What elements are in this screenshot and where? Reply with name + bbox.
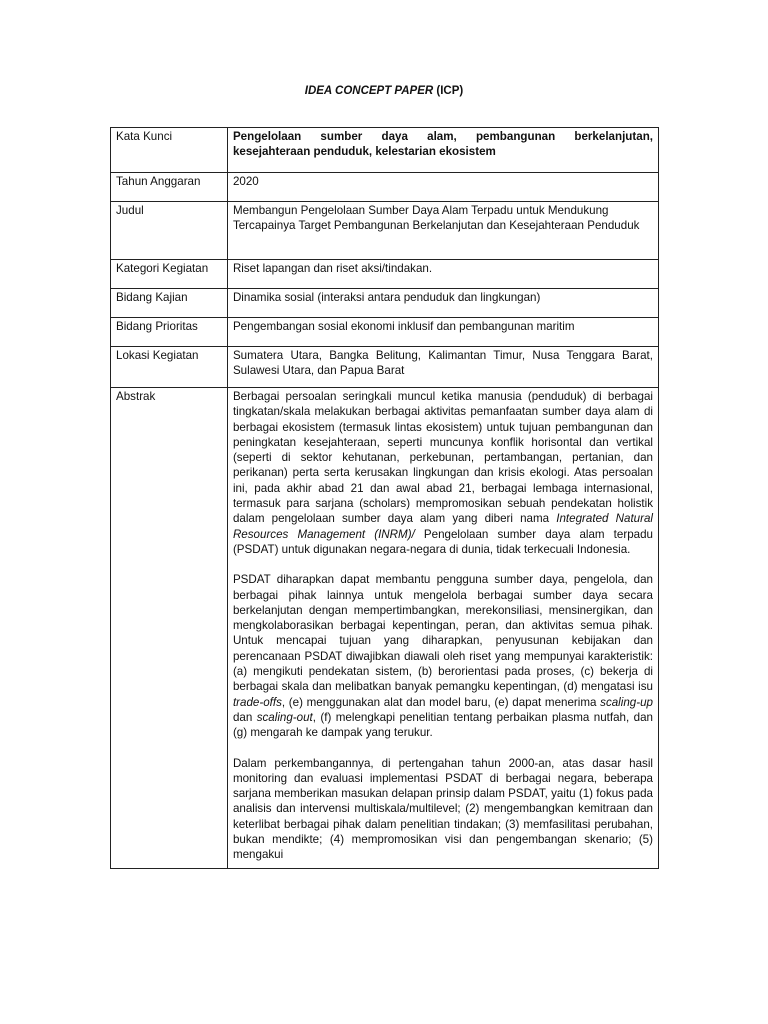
abstract-emphasis: scaling-up — [600, 695, 653, 709]
table-row — [111, 347, 659, 388]
row-value: Dinamika sosial (interaksi antara penduduk dan lingkungan) — [227, 289, 658, 318]
abstract-emphasis: trade-offs — [232, 695, 282, 709]
table-row — [111, 128, 659, 173]
row-value: Sumatera Utara, Bangka Belitung, Kalimantan Timur, Nusa Tenggara Barat, Sulawesi Utara, dan Papua Barat — [227, 347, 658, 388]
abstract-text: , (f) melengkapi penelitian tentang perbaikan plasma nutfah, dan (g) mengarah ke dampak yang terukur. — [232, 710, 653, 740]
title-suffix: (ICP) — [433, 85, 464, 97]
row-label: Abstrak — [111, 388, 228, 869]
page-title — [0, 85, 768, 97]
row-label: Tahun Anggaran — [111, 173, 228, 202]
row-label: Lokasi Kegiatan — [111, 347, 228, 388]
row-label: Kata Kunci — [111, 128, 228, 173]
row-label: Bidang Kajian — [111, 289, 228, 318]
table-row-abstract — [111, 388, 659, 869]
abstract-body — [227, 388, 658, 869]
row-value: Membangun Pengelolaan Sumber Daya Alam Terpadu untuk Mendukung Tercapainya Target Pembangunan Berkelanjutan dan Kesejahteraan Penduduk — [227, 202, 658, 260]
row-label: Bidang Prioritas — [111, 318, 228, 347]
row-value: 2020 — [227, 173, 658, 202]
table-row — [111, 202, 659, 260]
abstract-text: PSDAT diharapkan dapat membantu pengguna sumber daya, pengelola, dan berbagai pihak lainnya untuk mengelola berbagai sumber daya secara berkelanjutan dengan mempertimbangkan, merekonsiliasi, mensinergikan, dan mengkolaborasikan berbagai kepentingan, peran, dan aktivitas semua pihak. Untuk mencapai tujuan yang diharapkan, penyusunan kebijakan dan perencanaan PSDAT diwajibkan diawali oleh riset yang mempunyai karakteristik: (a) mengikuti pendekatan sistem, (b) berorientasi pada proses, (c) bekerja di berbagai skala dan melibatkan banyak pemangku kepentingan, (d) mengatasi isu — [232, 573, 653, 694]
abstract-paragraph — [233, 572, 653, 740]
row-label: Kategori Kegiatan — [111, 260, 228, 289]
title-italic: IDEA CONCEPT PAPER — [304, 85, 434, 97]
table-row — [111, 260, 659, 289]
abstract-text: Pengelolaan sumber daya alam terpadu (PSDAT) untuk digunakan negara-negara di dunia, tidak terkecuali Indonesia. — [232, 527, 653, 556]
table-row — [111, 289, 659, 318]
icp-table — [110, 127, 659, 869]
row-label: Judul — [111, 202, 228, 260]
abstract-text: Dalam perkembangannya, di pertengahan tahun 2000-an, atas dasar hasil monitoring dan evaluasi implementasi PSDAT di berbagai negara, beberapa sarjana memberikan masukan delapan prinsip dalam PSDAT, yaitu (1) fokus pada analisis dan intervensi multiskala/multilevel; (2) mengembangkan kemitraan dan keterlibat berbagai pihak dalam penelitian tindakan; (3) memfasilitasi perubahan, bukan mendikte; (4) mempromosikan visi dan pengembangan skenario; (5) mengakui — [232, 756, 653, 862]
abstract-paragraph — [233, 756, 653, 863]
row-value: Pengembangan sosial ekonomi inklusif dan pembangunan maritim — [227, 318, 658, 347]
row-value: Riset lapangan dan riset aksi/tindakan. — [227, 260, 658, 289]
abstract-text: dan — [232, 710, 257, 724]
abstract-text: , (e) menggunakan alat dan model baru, (e) dapat menerima — [281, 695, 601, 709]
abstract-paragraph — [233, 389, 653, 557]
table-row — [111, 318, 659, 347]
abstract-text: Berbagai persoalan seringkali muncul ketika manusia (penduduk) di berbagai tingkatan/skala melakukan berbagai aktivitas pemanfaatan sumber daya alam di berbagai ekosistem (termasuk lintas ekosistem) untuk tujuan pembangunan dan peningkatan kesejahteraan, seperti muncunya konflik horisontal dan vertikal (seperti di sektor kehutanan, perkebunan, pertambangan, pertanian, dan perikanan) perta serta kerusakan lingkungan dan krisis ekologi. Atas persoalan ini, pada akhir abad 21 dan awal abad 21, berbagai lembaga internasional, termasuk para sarjana (scholars) mempromosikan sebuah pendekatan holistik dalam pengelolaan sumber daya alam yang diberi nama — [232, 390, 653, 526]
abstract-emphasis: Integrated Natural Resources Management (INRM)/ — [232, 512, 653, 541]
row-value: Pengelolaan sumber daya alam, pembangunan berkelanjutan, kesejahteraan penduduk, kelestarian ekosistem — [227, 128, 658, 173]
abstract-emphasis: scaling-out — [256, 710, 313, 724]
table-row — [111, 173, 659, 202]
